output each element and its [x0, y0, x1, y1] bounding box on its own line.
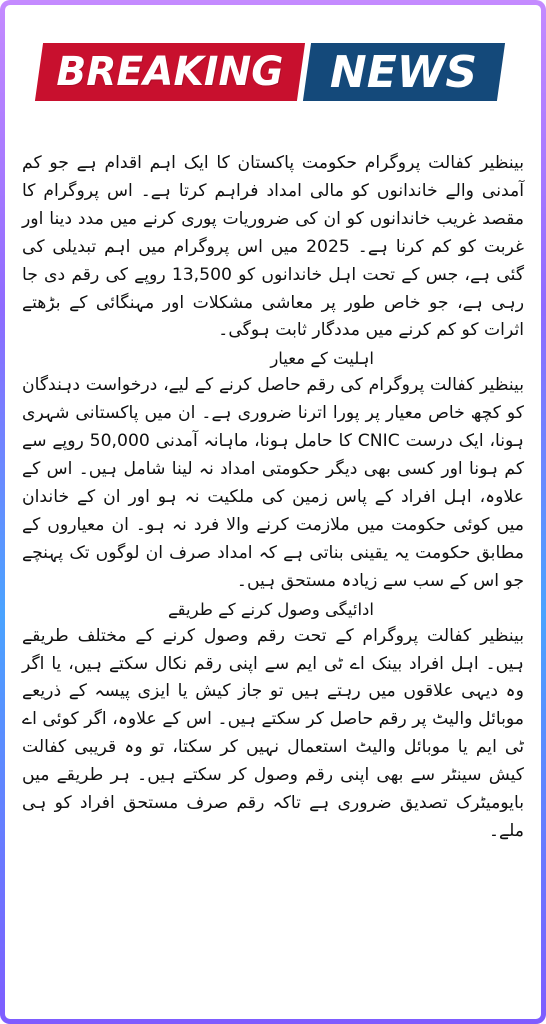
- banner-breaking-text: BREAKING: [56, 49, 284, 95]
- section-heading-payment: ادائیگی وصول کرنے کے طریقے: [167, 599, 374, 619]
- banner-news-text: NEWS: [330, 46, 478, 98]
- banner-breaking-block: [35, 43, 305, 101]
- article-paragraph-payment: بینظیر کفالت پروگرام کے تحت رقم وصول کرنے کے مختلف طریقے ہیں۔ اہل افراد بینک اے ٹی ایم سے اپنی رقم نکال سکتے ہیں، یا اگر وہ دیہی علاقوں میں رہتے ہیں تو جاز کیش یا ایزی پیسہ کے ذریعے موبائل والیٹ پر رقم حاصل کر سکتے ہیں۔ اس کے علاوہ، اگر کوئی اے ٹی ایم یا موبائل والیٹ استعمال نہیں کر سکتا، تو وہ قریبی کفالت کیش سینٹر سے بھی اپنی رقم وصول کر سکتے ہیں۔ ہر طریقے میں بایومیٹرک تصدیق ضروری ہے تاکہ رقم صرف مستحق افراد کو ہی ملے۔: [22, 625, 524, 841]
- article-paragraph-eligibility: بینظیر کفالت پروگرام کی رقم حاصل کرنے کے لیے، درخواست دہندگان کو کچھ خاص معیار پر پورا اترنا ضروری ہے۔ ان میں پاکستانی شہری ہونا، ایک درست CNIC کا حامل ہونا، ماہانہ آمدنی 50,000 روپے سے کم ہونا اور کسی بھی دیگر حکومتی امداد نہ لینا شامل ہیں۔ اس کے علاوہ، اہل افراد کے پاس زمین کی ملکیت نہ ہو اور ان کے خاندان میں کوئی حکومت میں ملازمت کرنے والا فرد نہ ہو۔ ان معیاروں کے مطابق حکومت یہ یقینی بناتی ہے کہ امداد صرف ان لوگوں تک پہنچے جو اس کے سب سے زیادہ مستحق ہیں۔: [22, 375, 524, 591]
- banner-news-block: [303, 43, 505, 101]
- breaking-news-banner: [39, 41, 501, 111]
- section-heading-eligibility: اہلیت کے معیار: [270, 349, 374, 369]
- article-paragraph-intro: بینظیر کفالت پروگرام حکومت پاکستان کا ایک اہم اقدام ہے جو کم آمدنی والے خاندانوں کو مالی امداد فراہم کرتا ہے۔ اس پروگرام کا مقصد غریب خاندانوں کو ان کی ضروریات پوری کرنے میں مدد دینا اور غربت کو کم کرنا ہے۔ 2025 میں اس پروگرام میں اہم تبدیلی کی گئی ہے، جس کے تحت اہل خاندانوں کو 13,500 روپے کی رقم دی جا رہی ہے، جو خاص طور پر معاشی مشکلات اور مہنگائی کے بڑھتے اثرات کو کم کرنے میں مددگار ثابت ہوگی۔: [22, 153, 525, 341]
- article-body: [22, 150, 524, 846]
